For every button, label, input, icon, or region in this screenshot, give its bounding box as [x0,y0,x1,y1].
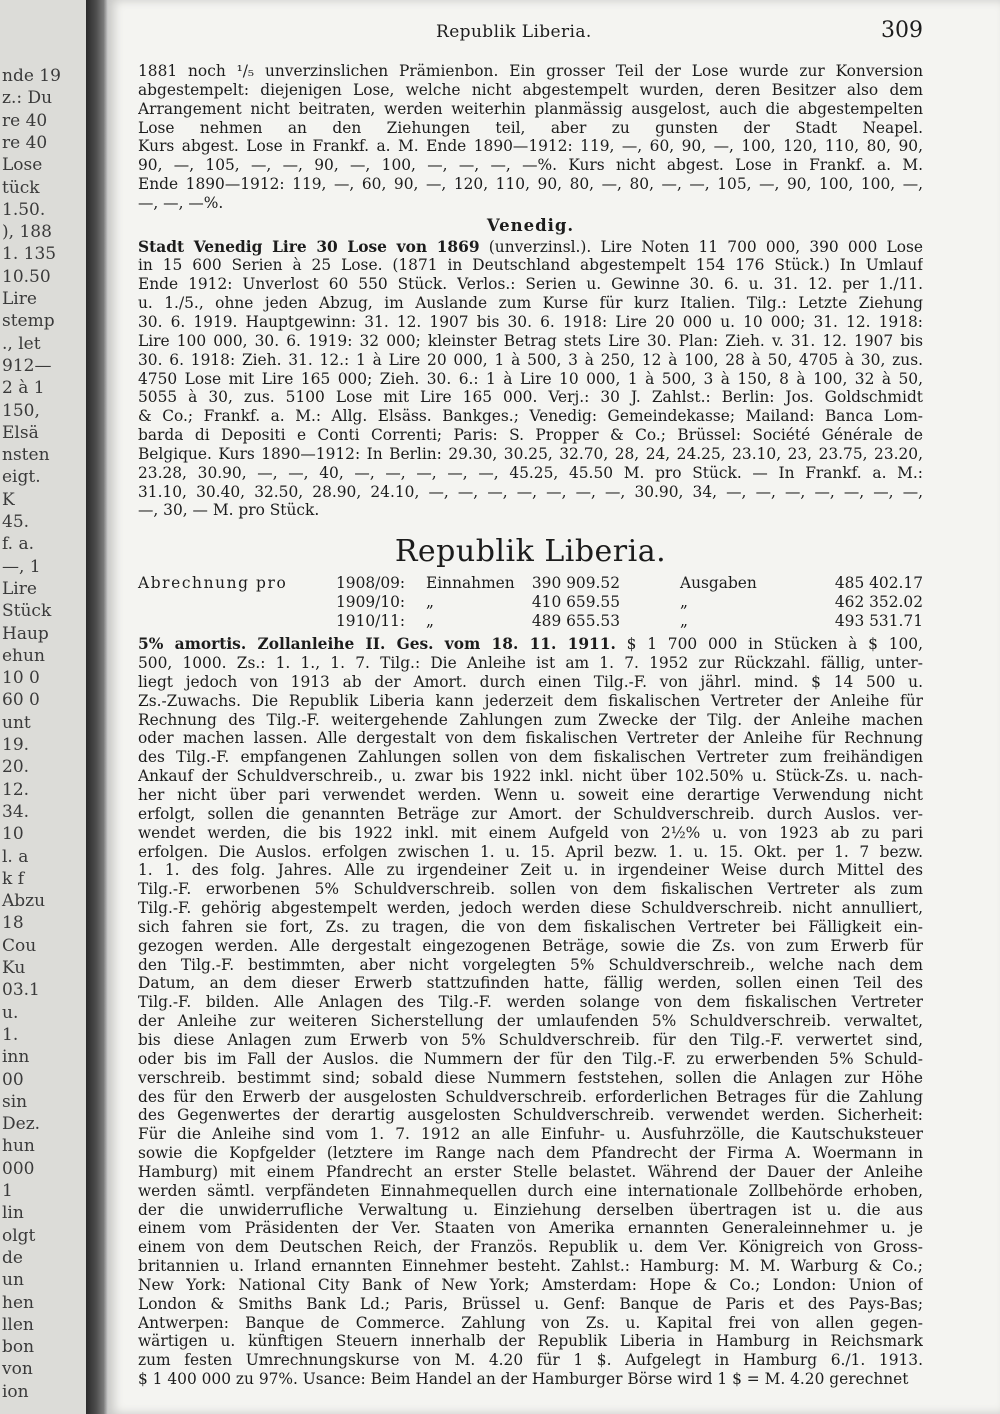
text-line: 31.10, 30.40, 32.50, 28.90, 24.10, —, —, —, —, —, —, —, 30.90, 34, —, —, —, —, —, —, —, [138,482,923,501]
accounts-row [138,612,923,631]
text-line: liegt jedoch von 1913 ab der Amort. durch einen Tilg.-F. von jährl. mind. $ 14 500 u. [138,672,923,691]
facing-page-fragment: unt [2,712,31,733]
country-title-liberia: Republik Liberia. [394,534,667,570]
facing-page-fragment: bon [2,1337,35,1358]
text-line: in 15 600 Serien à 25 Lose. (1871 in Deutschland abgestempelt 154 176 Stück.) In Umlauf [138,256,923,275]
text-line: zum festen Umrechnungskurse von M. 4.20 für 1 $. Aufgelegt in Hamburg 6./1. 1913. [138,1351,923,1370]
expense-label: „ [680,593,688,612]
text-line: New York: National City Bank of New York; Amsterdam: Hope & Co.; London: Union of [138,1275,923,1294]
facing-page-fragment: tück [2,177,40,198]
facing-page-fragment: Elsä [2,422,39,443]
facing-page-fragment: Abzu [2,891,46,912]
text-line: —, 30, — M. pro Stück. [138,501,320,520]
text-line: 1. 1. des folg. Jahres. Alle zu irgendeiner Zeit u. in irgendeiner Weise durch Mittel des [138,861,923,880]
facing-page-fragment: 150, [2,400,40,421]
accounts-label [138,612,336,631]
text-line: einem von dem Deutschen Reich, der Französ. Republik u. dem Ver. Königreich von Gross- [138,1238,923,1257]
facing-page-fragment: de [2,1247,23,1268]
text-line: Lose nehmen an den Ziehungen teil, aber zu gunsten der Stadt Neapel. [138,118,923,137]
text-line: 30. 6. 1919. Hauptgewinn: 31. 12. 1907 bis 30. 6. 1918: Lire 20 000 u. 10 000; 31. 12. 1918: [138,312,923,331]
text-line: barda di Depositi e Conti Correnti; Paris: S. Propper & Co.; Brüssel: Société Générale de [138,426,923,445]
text-line: Arrangement nicht beitraten, werden weiterhin planmässig ausgelost, auch die abgestempelten [138,99,923,118]
text-line: verschreib. bestimmt sind; sobald diese Nummern feststehen, sollen die Anlagen zur Höhe [138,1068,923,1087]
facing-page-fragment: 19. [2,735,30,755]
facing-page-fragment: eigt. [2,467,41,488]
facing-page-fragment: z.: Du [2,88,53,109]
text-line: wendet werden, die bis 1922 inkl. mit einem Aufgeld von 2½% u. von 1923 ab zu pari [138,823,923,842]
text-line: Tilg.-F. erworbenen 5% Schuldverschreib. sollen von dem fiskalischen Vertreter als zum [138,880,923,899]
text-line: des Gegenwertes der derartig ausgelosten Schuldverschreib. verwendet werden. Sicherheit: [138,1106,923,1125]
facing-page-fragment: Cou [2,935,37,956]
text-line: britannien u. Irland ernannten Einnehmer besteht. Zahlst.: Hamburg: M. M. Warburg & Co.; [138,1257,923,1276]
facing-page-fragment: lin [2,1203,24,1224]
text-line: abgestempelt: diejenigen Lose, welche nicht abgestempelt wurden, deren Besitzer also dem [138,80,923,99]
facing-page-fragment: re 40 [2,110,48,131]
text-line: Kurs abgest. Lose in Frankf. a. M. Ende 1890—1912: 119, —, 60, 90, —, 100, 120, 110, 80, 90, [138,137,923,156]
facing-page-fragment: 00 [2,1069,24,1090]
facing-page-fragment: 60 0 [2,690,40,711]
text-line: 90, —, 105, —, —, 90, —, 100, —, —, —, —%. Kurs nicht abgest. Lose in Frankf. a. M. [138,156,923,175]
text-line: Zs.-Zuwachs. Die Republik Liberia kann jederzeit dem fiskalischen Vertreter der Anleihe für [138,691,923,710]
text-line: —, —, —%. [138,193,224,212]
text-line: der Anleihe zur weiteren Sicherstellung der umlaufenden 5% Schuldverschreib. verwaltet, [138,1012,923,1031]
text-line: gezogen werden. Alle dergestalt eingezogenen Beträge, sowie die Zs. von zum Erwerb für [138,936,923,955]
facing-page-fragment: 1.50. [2,199,46,220]
venedig-entry-title: Stadt Venedig Lire 30 Lose von 1869 [138,237,480,256]
expense-value: 485 402.17 [834,574,923,593]
liberia-loan-entry [138,635,923,1389]
text-line: sowie die Kopfgelder (letztere im Range nach dem Pfandrecht der Firma A. Woermann in [138,1144,923,1163]
facing-page-fragment: 1 [2,1181,13,1201]
facing-page-fragment: u. [2,1002,19,1023]
facing-page-fragment: 20. [2,757,30,778]
text-line: her nicht über pari verwendet werden. Wenn u. soweit eine derartige Verwendung nicht [138,786,923,804]
text-line: u. 1./5., ohne jeden Abzug, im Auslande zum Kurse für kurz Italien. Tilg.: Letzte Ziehung [138,294,923,313]
facing-page-edge [0,0,86,1414]
facing-page-fragment: l. a [2,846,29,867]
income-value: 489 655.53 [531,612,620,631]
facing-page-fragment: f. a. [2,534,35,555]
text-line: Ende 1912: Unverlost 60 550 Stück. Verlos.: Serien u. Gewinne 30. 6. u. 31. 12. per 1./11. [138,275,923,294]
facing-page-fragment: 12. [2,779,30,800]
facing-page-fragment: 1. 135 [2,244,57,265]
facing-page-fragment: 000 [2,1158,35,1179]
facing-page-fragment: k f [2,868,24,889]
facing-page-fragment: 912— [2,355,52,376]
income-value: 410 659.55 [531,593,620,612]
facing-page-fragment: ., let [2,333,41,354]
fiscal-year: 1908/09: [336,574,406,593]
fiscal-year: 1910/11: [336,612,406,631]
section-heading-venedig: Venedig. [486,215,575,235]
facing-page-fragment: 18 [2,913,24,934]
facing-page-fragment: stemp [2,311,55,332]
facing-page-fragment: Lire [2,578,37,599]
text-line: sich fahren sie fort, Zs. zu tragen, die von dem fiskalischen Vertreter bei Fälligkeit ein- [138,917,923,936]
facing-page-fragment: llen [2,1314,34,1335]
income-value: 390 909.52 [531,574,620,593]
text-line: 1881 noch ¹/₅ unverzinslichen Prämienbon. Ein grosser Teil der Lose wurde zur Konversion [138,62,923,80]
text-line: den Tilg.-F. bestimmten, aber nicht vorgelegten 5% Schuldverschreib., welche nach dem [138,955,923,974]
accounts-row [138,593,923,612]
facing-page-fragment: Dez. [2,1114,41,1135]
text-line: Tilg.-F. bilden. Alle Anlagen des Tilg.-F. werden solange von dem fiskalischen Vertreter [138,993,923,1012]
napoli-entry-continuation [138,62,923,213]
text-line: Belgique. Kurs 1890—1912: In Berlin: 29.30, 30.25, 32.70, 28, 24, 24.25, 23.10, 23, 23.75, 23.20, [138,444,923,463]
text-line: 500, 1000. Zs.: 1. 1., 1. 7. Tilg.: Die Anleihe ist am 1. 7. 1952 zur Rückzahl. fällig, unter- [138,654,923,673]
facing-page-fragment: 03.1 [2,980,40,1001]
text-line: wärtigen u. künftigen Steuern innerhalb der Republik Liberia in Hamburg in Reichsmark [138,1332,923,1351]
facing-page-fragment: Lose [2,155,43,176]
facing-page-fragment: ), 188 [2,222,52,243]
text-line: 5055 à 30, zus. 5100 Lose mit Lire 165 000. Verj.: 30 J. Zahlst.: Berlin: Jos. Goldschmidt [138,388,923,407]
facing-page-fragment: 2 à 1 [2,378,45,399]
text-line: werden sämtl. verpfändeten Einnahmequellen durch eine internationale Zollbehörde erhoben, [138,1181,923,1200]
facing-page-fragment: Ku [2,958,26,978]
text-line: Hamburg) mit einem Pfandrecht an erster Stelle belastet. Während der Dauer der Anleihe [138,1162,923,1181]
book-gutter [86,0,108,1414]
text-line: $ 1 400 000 zu 97%. Usance: Beim Handel an der Hamburger Börse wird 1 $ = M. 4.20 gerechnet [138,1370,909,1389]
page-body [138,62,923,1389]
venedig-line: (unverzinsl.). Lire Noten 11 700 000, 390 000 Lose [479,237,923,256]
facing-page-fragment: Stück [2,601,52,622]
text-line: 4750 Lose mit Lire 165 000; Zieh. 30. 6.: 1 à Lire 10 000, 1 à 500, 3 à 150, 8 à 100, 32 à 50, [138,369,923,388]
facing-page-fragment: 1. [2,1024,19,1045]
facing-page-fragment: 34. [2,801,30,822]
facing-page-fragment: 10 0 [2,668,40,689]
expense-value: 462 352.02 [834,593,923,612]
facing-page-fragment: Haup [2,623,49,644]
facing-page-fragment: inn [2,1047,30,1068]
text-line: erfolgt, sollen die genannten Beträge zur Amort. der Schuldverschreib. durch Auslos. ver- [138,804,923,823]
text-line: Datum, an dem dieser Erwerb stattzufinden hatte, fällig werden, sollen einen Teil des [138,974,923,993]
facing-page-fragment: re 40 [2,132,48,153]
text-line: Ende 1890—1912: 119, —, 60, 90, —, 120, 110, 90, 80, —, 80, —, —, 105, —, 90, 100, 100, —, [138,175,923,194]
facing-page-fragment: 10.50 [2,266,51,287]
loan-title: 5% amortis. Zollanleihe II. Ges. vom 18. 11. 1911. [138,635,616,654]
accounts-label: Abrechnung pro [138,574,288,593]
venedig-entry [138,238,923,521]
accounts-row [138,574,923,593]
facing-page-fragment: olgt [2,1225,36,1246]
page-number: 309 [881,18,923,43]
facing-page-fragment: hen [2,1292,34,1313]
facing-page-fragment: un [2,1270,24,1291]
text-line: bis diese Anlagen zum Erwerb von 5% Schuldverschreib. für den Tilg.-F. verwertet sind, [138,1030,923,1049]
accounts-label [138,593,336,612]
facing-page-fragment: nsten [2,445,50,466]
running-header [108,18,1000,44]
facing-page-fragment: ion [2,1381,29,1402]
text-line: Tilg.-F. gehörig abgestempelt werden, jedoch werden diese Schuldverschreib. nicht annulliert, [138,899,923,918]
text-line: Für die Anleihe sind vom 1. 7. 1912 an alle Einfuhr- u. Ausfuhrzölle, die Kautschuksteuer [138,1125,923,1144]
income-label: „ [426,612,434,631]
loan-line: $ 1 700 000 in Stücken à $ 100, [615,635,923,654]
text-line: Lire 100 000, 30. 6. 1919: 32 000; kleinster Betrag stets Lire 30. Plan: Zieh. v. 31. 12. 1907 bis [138,331,923,350]
text-line: Ankauf der Schuldverschreib., u. zwar bis 1922 inkl. nicht über 102.50% u. Stück-Zs. u. nach- [138,767,923,786]
text-line: erfolgen. Die Auslos. erfolgen zwischen 1. u. 15. April bezw. 1. u. 15. Okt. per 1. 7 bezw. [138,842,923,861]
expense-value: 493 531.71 [834,612,923,631]
text-line: oder machen lassen. Alle dergestalt von dem fiskalischen Vertreter der Anleihe für Rechnung [138,729,923,748]
text-line: der die unwiderrufliche Verwaltung u. Einziehung derselben übertragen ist u. die aus [138,1200,923,1219]
text-line: & Co.; Frankf. a. M.: Allg. Elsäss. Bankges.; Venedig: Gemeindekasse; Mailand: Banca Lom- [138,407,923,426]
text-line: 23.28, 30.90, —, —, 40, —, —, —, —, —, 45.25, 45.50 M. pro Stück. — In Frankf. a. M.: [138,463,923,482]
facing-page-fragment: ehun [2,645,45,666]
text-line: Rechnung des Tilg.-F. weitergehende Zahlungen zum Zwecke der Tilg. der Anleihe machen [138,710,923,729]
text-line: einem vom Präsidenten der Ver. Staaten von Amerika ernannten Generaleinnehmer u. je [138,1219,923,1238]
income-label: Einnahmen [426,574,515,593]
expense-label: „ [680,612,688,631]
text-line: des Tilg.-F. empfangenen Zahlungen sollen von dem fiskalischen Vertreter zum freihändigen [138,748,923,767]
facing-page-fragment: hun [2,1136,35,1157]
text-line: oder bis im Fall der Auslos. die Nummern der für den Tilg.-F. zu erwerbenden 5% Schuld- [138,1049,923,1068]
facing-page-fragment: K [2,489,15,510]
facing-page-fragment: von [2,1359,33,1380]
facing-page-fragment: —, 1 [2,556,41,577]
facing-page-fragment: nde 19 [2,66,61,86]
accounts-table [138,574,923,631]
text-line: des für den Erwerb der ausgelosten Schuldverschreib. erforderlichen Betrages für die Zahlung [138,1087,923,1106]
income-label: „ [426,593,434,612]
text-line: 30. 6. 1918: Zieh. 31. 12.: 1 à Lire 20 000, 1 à 500, 3 à 250, 12 à 100, 28 à 50, 4705 à 30, zus. [138,350,923,369]
text-line: London & Smiths Bank Ld.; Paris, Brüssel u. Genf: Banque de Paris et des Pays-Bas; [138,1294,923,1313]
facing-page-fragment: 45. [2,512,30,532]
text-line: Antwerpen: Banque de Commerce. Zahlung von Zs. u. Kapital frei von allen gegen- [138,1313,923,1332]
book-page [108,0,1000,1414]
facing-page-fragment: sin [2,1091,28,1112]
running-title: Republik Liberia. [436,22,592,42]
facing-page-fragment: Lire [2,289,37,309]
fiscal-year: 1909/10: [336,593,406,612]
facing-page-fragment: 10 [2,824,24,845]
expense-label: Ausgaben [680,574,757,593]
